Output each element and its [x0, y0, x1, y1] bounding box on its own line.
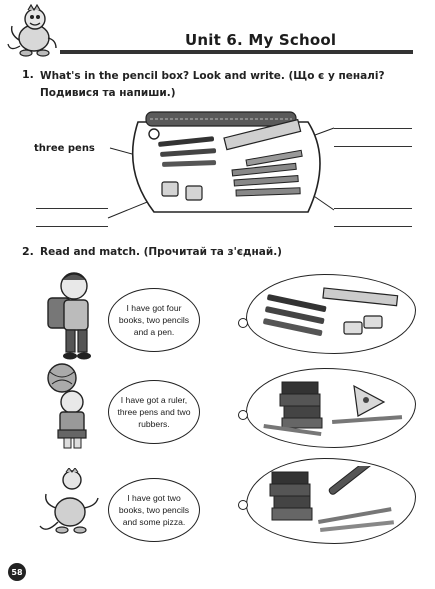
example-answer-label: three pens [34, 143, 95, 154]
exercise-1-instruction-line2: Подивися та напиши.) [40, 87, 176, 99]
speech-bubble-3-line3: and some pizza. [122, 517, 186, 527]
exercise-2-number: 2. [22, 245, 34, 258]
thought-cloud-2-puff [238, 410, 248, 420]
title-rule [60, 50, 413, 54]
answer-line-right-2[interactable] [334, 146, 412, 147]
answer-line-right-1[interactable] [334, 128, 412, 129]
pencil-box-illustration [96, 100, 336, 220]
cloud-1-items [260, 282, 410, 348]
exercise-2-instruction: Read and match. (Прочитай та з'єднай.) [40, 246, 282, 258]
speech-bubble-3-line1: I have got two [127, 493, 181, 503]
page-number: 58 [8, 563, 26, 581]
answer-line-left-2[interactable] [36, 226, 108, 227]
speech-bubble-2-line1: I have got a ruler, [120, 395, 188, 405]
page-title: Unit 6. My School [185, 31, 337, 49]
exercise-1-number: 1. [22, 68, 34, 81]
speech-bubble-1 [108, 288, 200, 352]
exercise-1-instruction-line1: What's in the pencil box? Look and write. (Що є у пеналі? [40, 70, 385, 82]
speech-bubble-1-line2: books, two pencils [118, 315, 190, 325]
dragon-character-icon [38, 468, 104, 544]
speech-bubble-3 [108, 478, 200, 542]
answer-line-right-3[interactable] [334, 208, 412, 209]
dragon-mascot-icon [6, 4, 60, 60]
answer-line-right-4[interactable] [334, 226, 412, 227]
speech-bubble-2-line3: rubbers. [138, 419, 170, 429]
cloud-3-items [262, 466, 412, 538]
speech-bubble-1-line1: I have got four [126, 303, 182, 313]
thought-cloud-3-puff [238, 500, 248, 510]
thought-cloud-1-puff [238, 318, 248, 328]
cloud-2-items [262, 374, 412, 442]
speech-bubble-2-line2: three pens and two [117, 407, 191, 417]
girl-with-globe-icon [38, 362, 104, 452]
speech-bubble-3-line2: books, two pencils [118, 505, 190, 515]
speech-bubble-1-line3: and a pen. [133, 327, 175, 337]
boy-with-backpack-icon [40, 268, 106, 362]
speech-bubble-2 [108, 380, 200, 444]
